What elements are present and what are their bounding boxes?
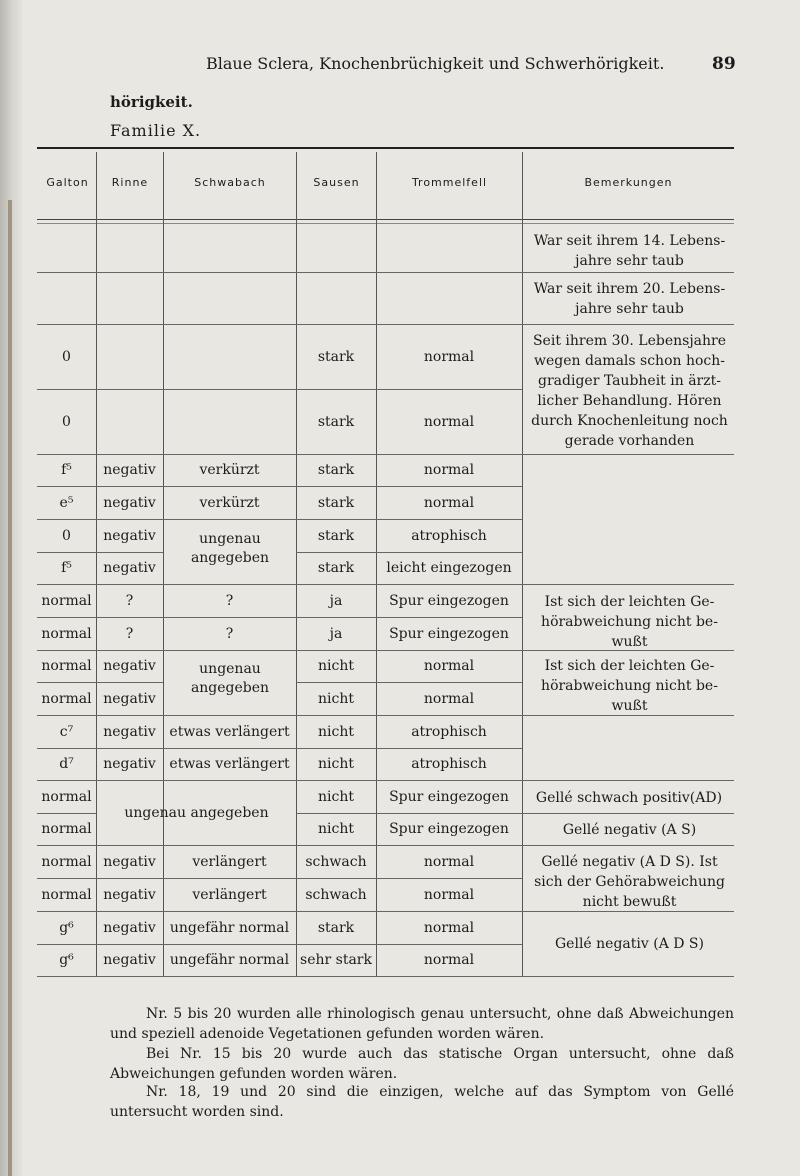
cell-galton: g⁶ [59,952,74,968]
row-divider [37,272,522,273]
cell-rinne: negativ [103,528,156,544]
cell-galton: normal [41,626,92,642]
row-divider [37,845,522,846]
remark-divider [522,780,734,781]
cell-trommelfell: normal [423,887,475,903]
cell-galton: d⁷ [59,756,74,772]
cell-schwabach: verlängert [192,854,267,870]
merged-schwabach-2: ungenau angegeben [190,661,270,696]
cell-schwabach: ? [225,593,234,609]
row-divider [296,552,522,553]
cell-galton: c⁷ [59,724,74,740]
row-divider [37,486,522,487]
row-divider [37,780,522,781]
cell-rinne: ? [125,626,134,642]
cell-rinne: negativ [103,887,156,903]
heading-fragment: hörigkeit. [110,93,193,111]
remark-divider [522,813,734,814]
cell-trommelfell: Spur eingezogen [389,821,509,837]
cell-galton: normal [41,789,92,805]
cell-rinne: negativ [103,756,156,772]
cell-sausen: stark [317,560,355,576]
family-heading: Familie X. [110,121,202,140]
table-header-rule-2 [37,223,734,224]
note-4: Ist sich der leichten Ge-hörabweichung nicht be-wußt [541,594,718,650]
row-divider [37,813,96,814]
cell-sausen: schwach [305,854,367,870]
cell-schwabach: verkürzt [199,495,260,511]
running-header: Blaue Sclera, Knochenbrüchigkeit und Schwerhörigkeit. [206,54,665,73]
cell-galton: f⁵ [61,462,72,478]
cell-trommelfell: leicht eingezogen [386,560,512,576]
binding-thread [8,200,12,1176]
cell-schwabach: etwas verlängert [169,724,290,740]
remark-divider [522,454,734,455]
cell-rinne: negativ [103,854,156,870]
cell-rinne: negativ [103,658,156,674]
cell-trommelfell: Spur eingezogen [389,789,509,805]
cell-sausen: sehr stark [300,952,372,968]
footnote-2: Bei Nr. 15 bis 20 wurde auch das statische Organ untersucht, ohne daß Abweichungen gefunden worden wären. [110,1046,734,1082]
cell-schwabach: ungefähr normal [169,952,290,968]
row-divider [37,748,522,749]
cell-sausen: nicht [318,789,354,805]
cell-rinne: negativ [103,724,156,740]
cell-sausen: nicht [318,821,354,837]
cell-galton: normal [41,887,92,903]
note-2: War seit ihrem 20. Lebens-jahre sehr taub [533,281,726,317]
cell-trommelfell: atrophisch [411,756,487,772]
row-divider [37,324,522,325]
cell-rinne: negativ [103,560,156,576]
cell-galton: 0 [62,414,71,430]
cell-sausen: schwach [305,887,367,903]
cell-schwabach: ? [225,626,234,642]
cell-sausen: ja [329,626,343,642]
cell-galton: g⁶ [59,920,74,936]
cell-sausen: ja [329,593,343,609]
cell-galton: normal [41,854,92,870]
col-header-galton: Galton [46,176,89,189]
remark-divider [522,845,734,846]
cell-galton: normal [41,691,92,707]
cell-rinne: negativ [103,495,156,511]
col-header-schwabach: Schwabach [194,176,266,189]
table-top-rule [37,147,734,149]
cell-schwabach: verkürzt [199,462,260,478]
cell-galton: normal [41,821,92,837]
row-divider [37,389,522,390]
cell-rinne: ? [125,593,134,609]
cell-sausen: stark [317,414,355,430]
cell-sausen: stark [317,462,355,478]
book-spine [0,0,22,1176]
cell-trommelfell: normal [423,495,475,511]
cell-galton: 0 [62,349,71,365]
cell-rinne: negativ [103,920,156,936]
row-divider [37,650,522,651]
row-divider [37,944,522,945]
table-bottom-rule [37,976,734,977]
cell-galton: normal [41,593,92,609]
cell-trommelfell: normal [423,462,475,478]
col-header-sausen: Sausen [313,176,360,189]
cell-trommelfell: normal [423,920,475,936]
cell-galton: normal [41,658,92,674]
note-1: War seit ihrem 14. Lebens-jahre sehr taub [533,233,726,269]
cell-schwabach: verlängert [192,887,267,903]
cell-trommelfell: normal [423,414,475,430]
row-divider [37,519,522,520]
row-divider [37,682,163,683]
note-9: Gellé negativ (A D S) [555,936,704,952]
cell-sausen: nicht [318,691,354,707]
cell-sausen: nicht [318,756,354,772]
col-header-rinne: Rinne [111,176,149,189]
row-divider [37,552,163,553]
merged-schwabach-1: ungenau angegeben [190,531,270,566]
cell-sausen: stark [317,349,355,365]
remark-divider [522,272,734,273]
cell-sausen: nicht [318,724,354,740]
row-divider [37,715,522,716]
cell-trommelfell: normal [423,658,475,674]
cell-galton: e⁵ [59,495,74,511]
cell-galton: f⁵ [61,560,72,576]
row-divider [37,584,522,585]
cell-trommelfell: Spur eingezogen [389,593,509,609]
cell-sausen: stark [317,528,355,544]
cell-schwabach: ungefähr normal [169,920,290,936]
cell-trommelfell: normal [423,691,475,707]
table-header-rule [37,219,734,220]
cell-trommelfell: normal [423,349,475,365]
note-6: Gellé schwach positiv(AD) [535,790,723,806]
col-divider [522,152,523,976]
note-5: Ist sich der leichten Ge-hörabweichung nicht be-wußt [541,658,718,714]
col-header-bemerkungen: Bemerkungen [584,176,673,189]
footnote-3: Nr. 18, 19 und 20 sind die einzigen, welche auf das Symptom von Gellé untersucht worden sind. [110,1084,734,1120]
row-divider [37,454,522,455]
footnote-1: Nr. 5 bis 20 wurden alle rhinologisch genau untersucht, ohne daß Abweichungen und speziell adenoide Vegetationen gefunden worden wären. [110,1006,734,1042]
note-3: Seit ihrem 30. Lebensjahre wegen damals schon hoch-gradiger Taubheit in ärzt-licher Behandlung. Hören durch Knochenleitung noch gerade vorhanden [531,333,728,449]
page-number: 89 [712,54,736,74]
cell-rinne: negativ [103,952,156,968]
row-divider [37,878,522,879]
note-7: Gellé negativ (A S) [562,822,697,838]
row-divider [296,813,522,814]
cell-trommelfell: normal [423,952,475,968]
cell-galton: 0 [62,528,71,544]
cell-sausen: nicht [318,658,354,674]
cell-trommelfell: normal [423,854,475,870]
cell-sausen: stark [317,495,355,511]
remark-divider [522,584,734,585]
col-header-trommelfell: Trommelfell [411,176,488,189]
cell-trommelfell: atrophisch [411,528,487,544]
cell-schwabach: etwas verlängert [169,756,290,772]
merged-rinne-schwabach: ungenau angegeben [124,805,269,821]
row-divider [37,617,522,618]
note-8: Gellé negativ (A D S). Ist sich der Gehörabweichung nicht bewußt [534,854,725,910]
row-divider [37,911,522,912]
row-divider [296,682,522,683]
cell-sausen: stark [317,920,355,936]
remark-divider [522,324,734,325]
cell-trommelfell: Spur eingezogen [389,626,509,642]
cell-rinne: negativ [103,462,156,478]
cell-rinne: negativ [103,691,156,707]
cell-trommelfell: atrophisch [411,724,487,740]
